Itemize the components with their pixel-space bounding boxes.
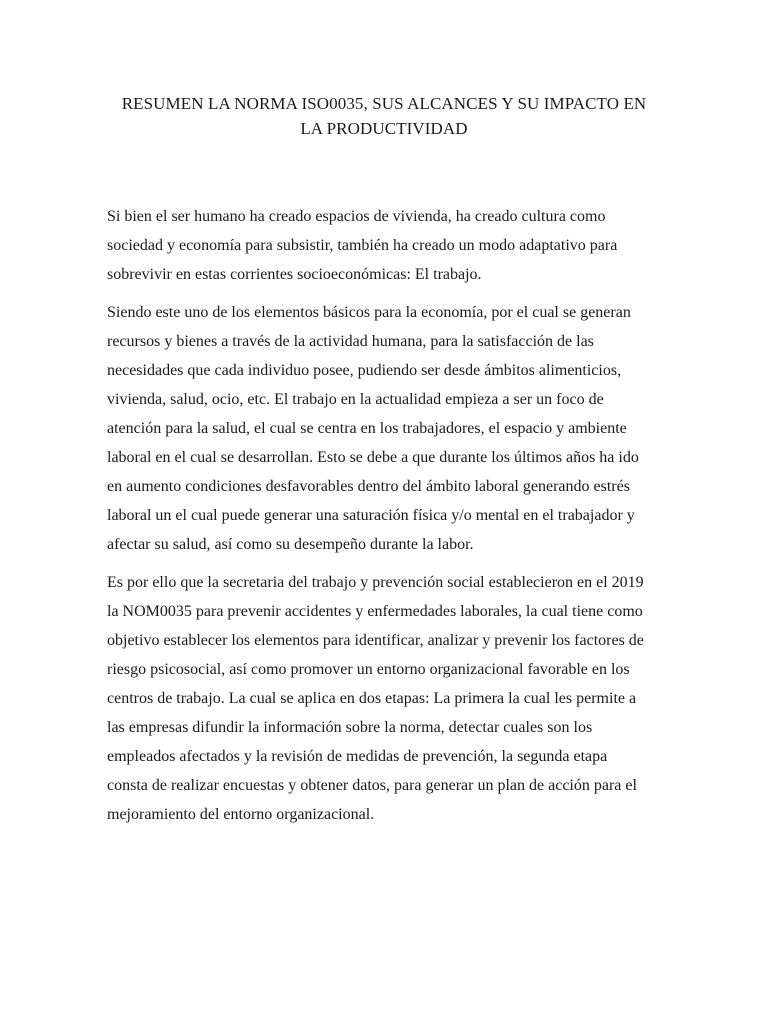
paragraph-3: [107, 568, 667, 829]
document-body: [107, 202, 667, 838]
paragraph-1: [107, 202, 667, 289]
paragraph-line: laboral en el cual se desarrollan. Esto se debe a que durante los últimos años ha ido: [107, 449, 639, 466]
paragraph-line: riesgo psicosocial, así como promover un entorno organizacional favorable en los: [107, 661, 630, 678]
paragraph-line: laboral un el cual puede generar una saturación física y/o mental en el trabajador y: [107, 507, 635, 524]
paragraph-line: centros de trabajo. La cual se aplica en dos etapas: La primera la cual les permite a: [107, 690, 637, 707]
paragraph-line: la NOM0035 para prevenir accidentes y enfermedades laborales, la cual tiene como: [107, 603, 643, 620]
paragraph-line: Si bien el ser humano ha creado espacios de vivienda, ha creado cultura como: [107, 208, 606, 225]
paragraph-line: sobrevivir en estas corrientes socioeconómicas: El trabajo.: [107, 266, 482, 283]
paragraph-line: sociedad y economía para subsistir, también ha creado un modo adaptativo para: [107, 237, 618, 254]
paragraph-2: [107, 298, 667, 559]
paragraph-line: mejoramiento del entorno organizacional.: [107, 806, 375, 823]
paragraph-line: empleados afectados y la revisión de medidas de prevención, la segunda etapa: [107, 748, 608, 765]
paragraph-line: atención para la salud, el cual se centra en los trabajadores, el espacio y ambiente: [107, 420, 627, 437]
paragraph-line: objetivo establecer los elementos para identificar, analizar y prevenir los factores de: [107, 632, 644, 649]
paragraph-line: en aumento condiciones desfavorables dentro del ámbito laboral generando estrés: [107, 478, 630, 495]
paragraph-line: las empresas difundir la información sobre la norma, detectar cuales son los: [107, 719, 593, 736]
document-title-line: RESUMEN LA NORMA ISO0035, SUS ALCANCES Y SU IMPACTO EN: [121, 94, 647, 113]
document-title-line: LA PRODUCTIVIDAD: [300, 119, 468, 138]
paragraph-line: necesidades que cada individuo posee, pudiendo ser desde ámbitos alimenticios,: [107, 362, 622, 379]
paragraph-line: recursos y bienes a través de la actividad humana, para la satisfacción de las: [107, 333, 594, 350]
paragraph-line: afectar su salud, así como su desempeño durante la labor.: [107, 536, 474, 553]
paragraph-line: Siendo este uno de los elementos básicos para la economía, por el cual se generan: [107, 304, 631, 321]
paragraph-line: consta de realizar encuestas y obtener datos, para generar un plan de acción para el: [107, 777, 637, 794]
paragraph-line: Es por ello que la secretaria del trabajo y prevención social establecieron en el 2019: [107, 574, 644, 591]
document-title: [96, 91, 672, 141]
paragraph-line: vivienda, salud, ocio, etc. El trabajo en la actualidad empieza a ser un foco de: [107, 391, 604, 408]
